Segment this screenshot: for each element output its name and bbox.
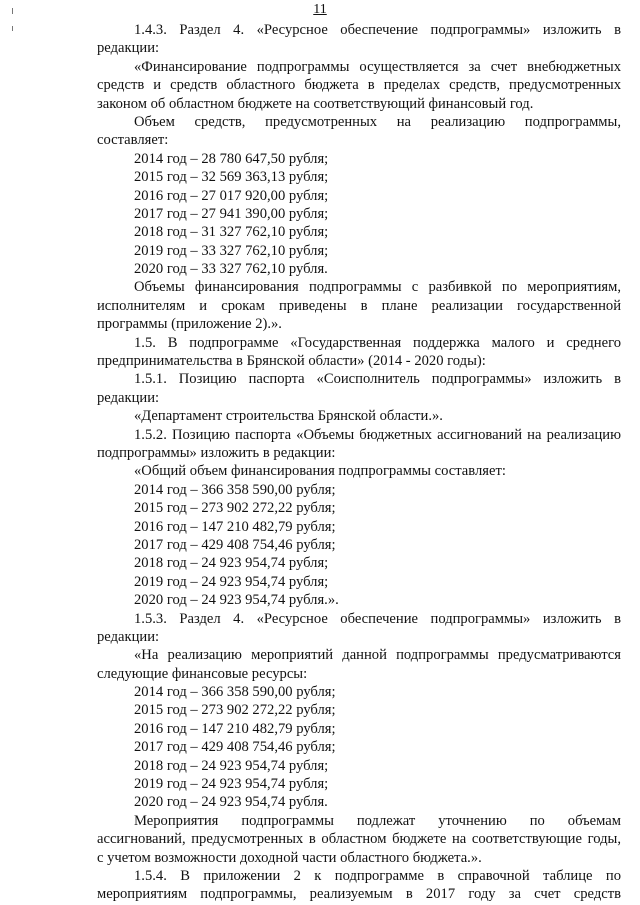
funding-year-line: 2018 год – 24 923 954,74 рубля; (134, 757, 329, 774)
paragraph-line: исполнителям и срокам приведены в плане реализации государственной (97, 297, 621, 314)
funding-year-line: 2019 год – 33 327 762,10 рубля; (134, 242, 329, 259)
paragraph-line: предпринимательства в Брянской области» (2014 - 2020 годы): (97, 353, 486, 370)
paragraph-line: 1.5.2. Позицию паспорта «Объемы бюджетных ассигнований на реализацию (134, 426, 621, 443)
paragraph-line: «На реализацию мероприятий данной подпрограммы предусматриваются (134, 647, 621, 664)
funding-year-line: 2018 год – 24 923 954,74 рубля; (134, 555, 329, 572)
funding-year-line: 2014 год – 366 358 590,00 рубля; (134, 684, 336, 701)
funding-year-line: 2017 год – 429 408 754,46 рубля; (134, 739, 336, 756)
paragraph-line: 1.5.4. В приложении 2 к подпрограмме в справочной таблице по (134, 867, 621, 884)
paragraph-line: «Финансирование подпрограммы осуществляется за счет внебюджетных (134, 58, 621, 75)
paragraph-line: редакции: (97, 628, 160, 645)
funding-year-line: 2019 год – 24 923 954,74 рубля; (134, 573, 329, 590)
paragraph-line: с учетом возможности доходной части областного бюджета.». (97, 849, 482, 866)
margin-mark (12, 8, 13, 14)
paragraph-line: мероприятиям подпрограммы, реализуемым в 2017 году за счет средств (97, 886, 621, 903)
paragraph-line: законом об областном бюджете на соответствующий финансовый год. (97, 95, 534, 112)
paragraph-line: средств и средств областного бюджета в пределах средств, предусмотренных (97, 77, 621, 94)
paragraph-line: Мероприятия подпрограммы подлежат уточнению по объемам (134, 812, 621, 829)
funding-year-line: 2017 год – 27 941 390,00 рубля; (134, 205, 329, 222)
paragraph-line: редакции: (97, 40, 160, 57)
margin-mark (12, 26, 13, 31)
funding-year-line: 2016 год – 147 210 482,79 рубля; (134, 518, 336, 535)
paragraph-line: 1.4.3. Раздел 4. «Ресурсное обеспечение подпрограммы» изложить в (134, 22, 621, 38)
paragraph-line: Объем средств, предусмотренных на реализацию подпрограммы, (134, 113, 621, 130)
paragraph-line: Объемы финансирования подпрограммы с разбивкой по мероприятиям, (134, 279, 621, 296)
paragraph-line: составляет: (97, 132, 169, 149)
funding-year-line: 2018 год – 31 327 762,10 рубля; (134, 224, 329, 241)
funding-year-line: 2016 год – 27 017 920,00 рубля; (134, 187, 329, 204)
funding-year-line: 2015 год – 32 569 363,13 рубля; (134, 169, 329, 186)
paragraph-line: подпрограммы» изложить в редакции: (97, 444, 336, 461)
paragraph-line: 1.5.1. Позицию паспорта «Соисполнитель подпрограммы» изложить в (134, 371, 621, 388)
funding-year-line: 2016 год – 147 210 482,79 рубля; (134, 720, 336, 737)
paragraph-line: «Общий объем финансирования подпрограммы составляет: (134, 463, 506, 480)
funding-year-line: 2020 год – 24 923 954,74 рубля. (134, 794, 328, 811)
paragraph-line: 1.5.3. Раздел 4. «Ресурсное обеспечение подпрограммы» изложить в (134, 610, 621, 627)
funding-year-line: 2014 год – 28 780 647,50 рубля; (134, 150, 329, 167)
paragraph-line: следующие финансовые ресурсы: (97, 665, 308, 682)
funding-year-line: 2014 год – 366 358 590,00 рубля; (134, 481, 336, 498)
page-number: 11 (313, 2, 327, 17)
paragraph-line: ассигнований, предусмотренных в областном бюджете на соответствующие годы, (97, 831, 621, 848)
paragraph-line: 1.5. В подпрограмме «Государственная поддержка малого и среднего (134, 334, 621, 351)
funding-year-line: 2017 год – 429 408 754,46 рубля; (134, 536, 336, 553)
document-body (97, 21, 621, 904)
funding-year-line: 2020 год – 33 327 762,10 рубля. (134, 261, 328, 278)
funding-year-line: 2019 год – 24 923 954,74 рубля; (134, 776, 329, 793)
paragraph-line: программы (приложение 2).». (97, 316, 282, 333)
paragraph-line: «Департамент строительства Брянской области.». (134, 408, 443, 425)
funding-year-line: 2015 год – 273 902 272,22 рубля; (134, 500, 336, 517)
paragraph-line: редакции: (97, 389, 160, 406)
funding-year-line: 2015 год – 273 902 272,22 рубля; (134, 702, 336, 719)
funding-year-line: 2020 год – 24 923 954,74 рубля.». (134, 592, 339, 609)
